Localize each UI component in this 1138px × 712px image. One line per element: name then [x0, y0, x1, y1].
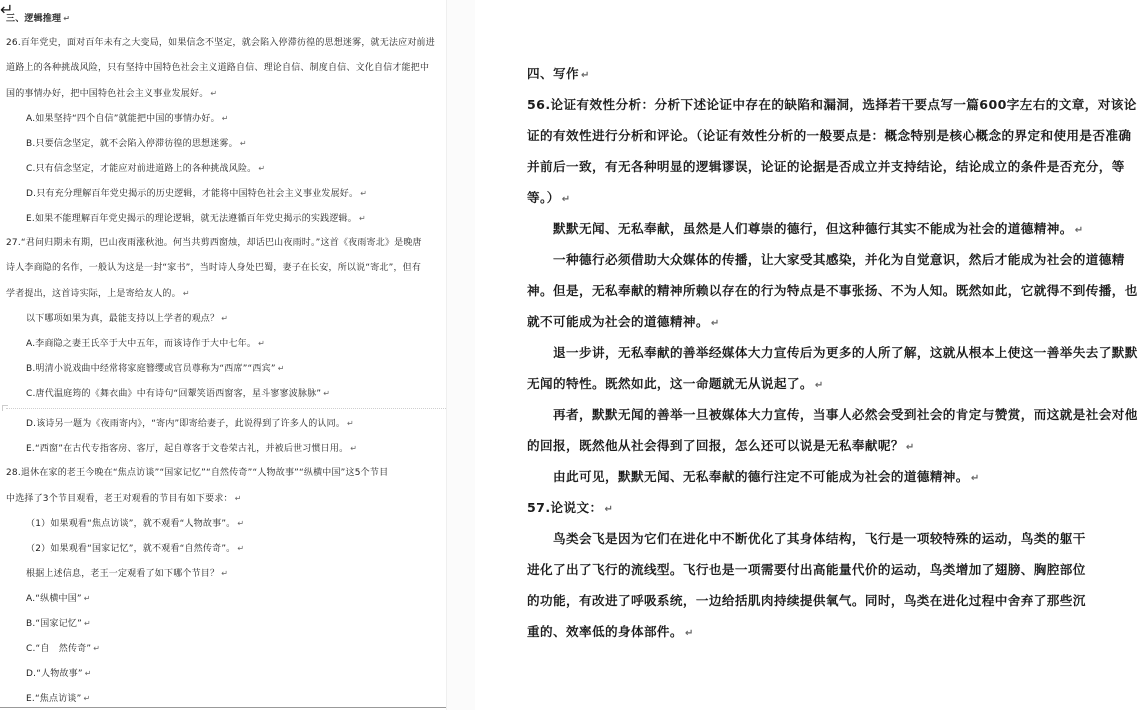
question-56-line-3: 并前后一致，有无各种明显的逻辑谬误，论证的论据是否成立并支持结论，结论成立的条件是否充分，等 [527, 159, 1125, 174]
argument-paragraph-2-line-1: 一种德行必须借助大众媒体的传播，让大家受其感染，并化为自觉意识，然后才能成为社会的道德精 [553, 252, 1125, 267]
question-28-option-e: E.“焦点访谈” ↵ [26, 694, 91, 704]
argument-paragraph-2-line-3: 就不可能成为社会的道德精神。 ↵ [527, 314, 720, 329]
question-26-line-1: 26.百年党史，面对百年未有之大变局，如果信念不坚定，就会陷入停滞彷徨的思想迷雾，就无法应对前进 [6, 38, 435, 48]
essay-material-line-3: 的功能，有改进了呼吸系统，一边给括肌肉持续提供氧气。同时，鸟类在进化过程中舍弃了那些沉 [527, 593, 1086, 608]
page-break-marker [6, 408, 464, 409]
question-56-line-4: 等。） ↵ [527, 190, 571, 205]
question-28-prompt: 根据上述信息，老王一定观看了如下哪个节目？ ↵ [26, 569, 229, 579]
question-27-option-e: E.“西窗”在古代专指客房、客厅，起自尊客于文卷荣古礼，并被后世习惯日用。 ↵ [26, 444, 358, 454]
question-27-option-a: A.李商隐之妻王氏卒于大中五年，而该诗作于大中七年。 ↵ [26, 339, 265, 349]
essay-material-line-4: 重的、效率低的身体部件。 ↵ [527, 624, 694, 639]
left-page-bottom-rule [0, 707, 446, 708]
question-28-option-a: A.“纵横中国” ↵ [26, 594, 91, 604]
argument-paragraph-4-line-2: 的回报，既然他从社会得到了回报，怎么还可以说是无私奉献呢？ ↵ [527, 438, 915, 453]
question-28-line-1: 28.退休在家的老王今晚在“焦点访谈”“国家记忆”“自然传奇”“人物故事”“纵横中国”这5个节目 [6, 468, 389, 478]
left-page [0, 0, 470, 710]
question-56-line-2: 证的有效性进行分析和评论。（论证有效性分析的一般要点是：概念特别是核心概念的界定和使用是否准确 [527, 128, 1132, 143]
question-26-option-a: A.如果坚持“四个自信”就能把中国的事情办好。 ↵ [26, 114, 229, 124]
logic-reasoning-section [6, 6, 470, 711]
argument-paragraph-3-line-2: 无闻的特性。既然如此，这一命题就无从说起了。 ↵ [527, 376, 824, 391]
question-26-option-c: C.只有信念坚定，才能应对前进道路上的各种挑战风险。 ↵ [26, 164, 266, 174]
argument-conclusion: 由此可见，默默无闻、无私奉献的德行注定不可能成为社会的道德精神。 ↵ [553, 469, 980, 484]
question-26-line-2: 道路上的各种挑战风险，只有坚持中国特色社会主义道路自信、理论自信、制度自信、文化自信才能把中 [6, 63, 430, 73]
question-27-line-2: 诗人李商隐的名作，一般认为这是一封“家书”，当时诗人身处巴蜀，妻子在长安，所以说“寄北”，但有 [6, 263, 422, 273]
question-28-option-d: D.“人物故事” ↵ [26, 669, 92, 679]
question-26-option-d: D.只有充分理解百年党史揭示的历史逻辑，才能将中国特色社会主义事业发展好。 ↵ [26, 189, 368, 199]
page-gutter [446, 0, 475, 710]
essay-material-line-2: 进化了出了飞行的流线型。飞行也是一项需要付出高能量代价的运动，鸟类增加了翅膀、胸腔部位 [527, 562, 1086, 577]
question-28-option-b: B.“国家记忆” ↵ [26, 619, 91, 629]
question-26-line-3: 国的事情办好，把中国特色社会主义事业发展好。 ↵ [6, 89, 218, 99]
question-27-option-d: D.该诗另一题为《夜雨寄内》，“寄内”即寄给妻子，此说得到了许多人的认同。 ↵ [26, 419, 354, 429]
question-57-heading: 57.论说文： ↵ [527, 500, 614, 515]
question-26-option-e: E.如果不能理解百年党史揭示的理论逻辑，就无法遵循百年党史揭示的实践逻辑。 ↵ [26, 214, 366, 224]
right-page [500, 0, 1138, 710]
essay-material-line-1: 鸟类会飞是因为它们在进化中不断优化了其身体结构，飞行是一项较特殊的运动，鸟类的躯干 [553, 531, 1086, 546]
section-heading-writing: 四、写作 ↵ [527, 66, 590, 81]
question-27-option-c: C.唐代温庭筠的《舞衣曲》中有诗句“回颦笑语西窗客，星斗寥寥波脉脉” ↵ [26, 389, 331, 399]
question-28-condition-2: （2）如果观看“国家记忆”，就不观看“自然传奇”。 ↵ [26, 544, 245, 554]
writing-section [527, 58, 1138, 647]
question-27-option-b: B.明清小说戏曲中经常将家庭簪缨或官员尊称为“西席”“西宾” ↵ [26, 364, 285, 374]
question-28-option-c: C.“自 然传奇” ↵ [26, 644, 101, 654]
argument-paragraph-2-line-2: 神。但是，无私奉献的精神所赖以存在的行为特点是不事张扬、不为人知。既然如此，它就得不到传播，也 [527, 283, 1138, 298]
question-27-prompt: 以下哪项如果为真，最能支持以上学者的观点？ ↵ [26, 314, 229, 324]
question-56-line-1: 56.论证有效性分析：分析下述论证中存在的缺陷和漏洞，选择若干要点写一篇600字左右的文章，对该论 [527, 97, 1137, 112]
argument-paragraph-1: 默默无闻、无私奉献，虽然是人们尊崇的德行，但这种德行其实不能成为社会的道德精神。 ↵ [553, 221, 1084, 236]
section-heading-logic: 三、逻辑推理 ↵ [6, 14, 71, 24]
question-27-line-3: 学者提出，这首诗实际，上是寄给友人的。 ↵ [6, 289, 190, 299]
question-26-option-b: B.只要信念坚定，就不会陷入停滞彷徨的思想迷雾。 ↵ [26, 139, 247, 149]
paragraph-mark-icon: ↵ [0, 0, 14, 19]
argument-paragraph-4-line-1: 再者，默默无闻的善举一旦被媒体大力宣传，当事人必然会受到社会的肯定与赞赏，而这就是社会对他 [553, 407, 1138, 422]
argument-paragraph-3-line-1: 退一步讲，无私奉献的善举经媒体大力宣传后为更多的人所了解，这就从根本上使这一善举失去了默默 [553, 345, 1138, 360]
question-28-line-2: 中选择了3个节目观看，老王对观看的节目有如下要求： ↵ [6, 494, 242, 504]
question-28-condition-1: （1）如果观看“焦点访谈”，就不观看“人物故事”。 ↵ [26, 519, 245, 529]
question-27-line-1: 27.“君问归期未有期，巴山夜雨涨秋池。何当共剪西窗烛，却话巴山夜雨时。”这首《夜雨寄北》是晚唐 [6, 238, 422, 248]
